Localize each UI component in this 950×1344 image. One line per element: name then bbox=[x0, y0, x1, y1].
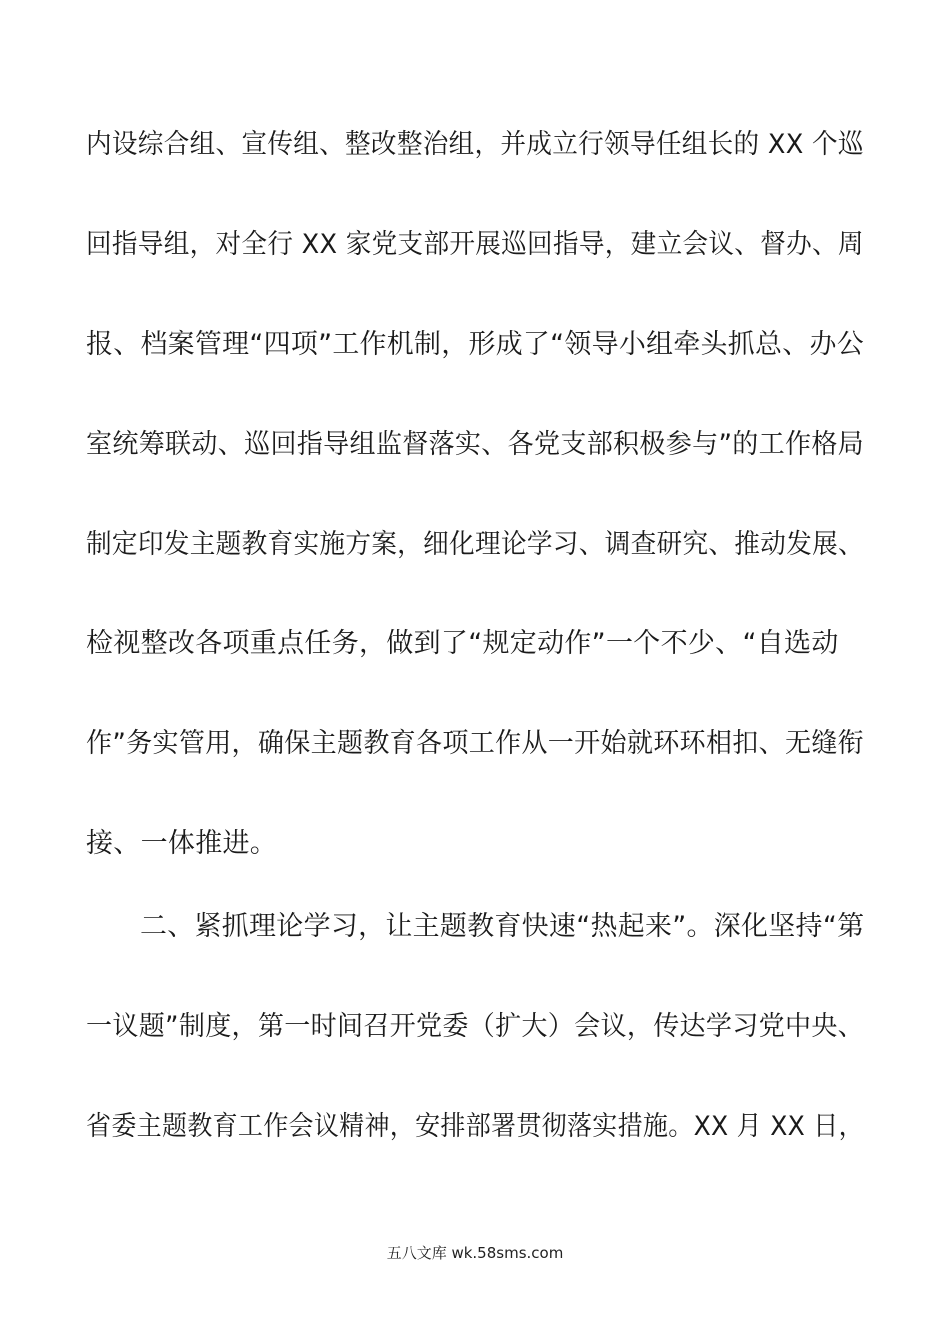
body-text-line: 作”务实管用，确保主题教育各项工作从一开始就环环相扣、无缝衔 bbox=[86, 728, 865, 759]
body-text-line: 报、档案管理“四项”工作机制，形成了“领导小组牵头抓总、办公 bbox=[86, 329, 864, 360]
body-text-line: 省委主题教育工作会议精神，安排部署贯彻落实措施。XX 月 XX 日， bbox=[86, 1111, 864, 1142]
footer-watermark: 五八文库 wk.58sms.com bbox=[386, 1244, 564, 1262]
body-text-line: 室统筹联动、巡回指导组监督落实、各党支部积极参与”的工作格局 bbox=[86, 429, 865, 460]
body-text-line: 内设综合组、宣传组、整改整治组，并成立行领导任组长的 XX 个巡 bbox=[86, 129, 864, 160]
body-text-line: 检视整改各项重点任务，做到了“规定动作”一个不少、“自选动 bbox=[86, 628, 839, 659]
section-heading-line: 二、紧抓理论学习，让主题教育快速“热起来”。深化坚持“第 bbox=[140, 911, 865, 942]
body-text-line: 一议题”制度，第一时间召开党委（扩大）会议，传达学习党中央、 bbox=[86, 1011, 865, 1042]
body-text-line: 制定印发主题教育实施方案，细化理论学习、调查研究、推动发展、 bbox=[86, 529, 864, 560]
body-text-line: 接、一体推进。 bbox=[86, 828, 278, 859]
body-text-line: 回指导组，对全行 XX 家党支部开展巡回指导，建立会议、督办、周 bbox=[86, 229, 864, 260]
